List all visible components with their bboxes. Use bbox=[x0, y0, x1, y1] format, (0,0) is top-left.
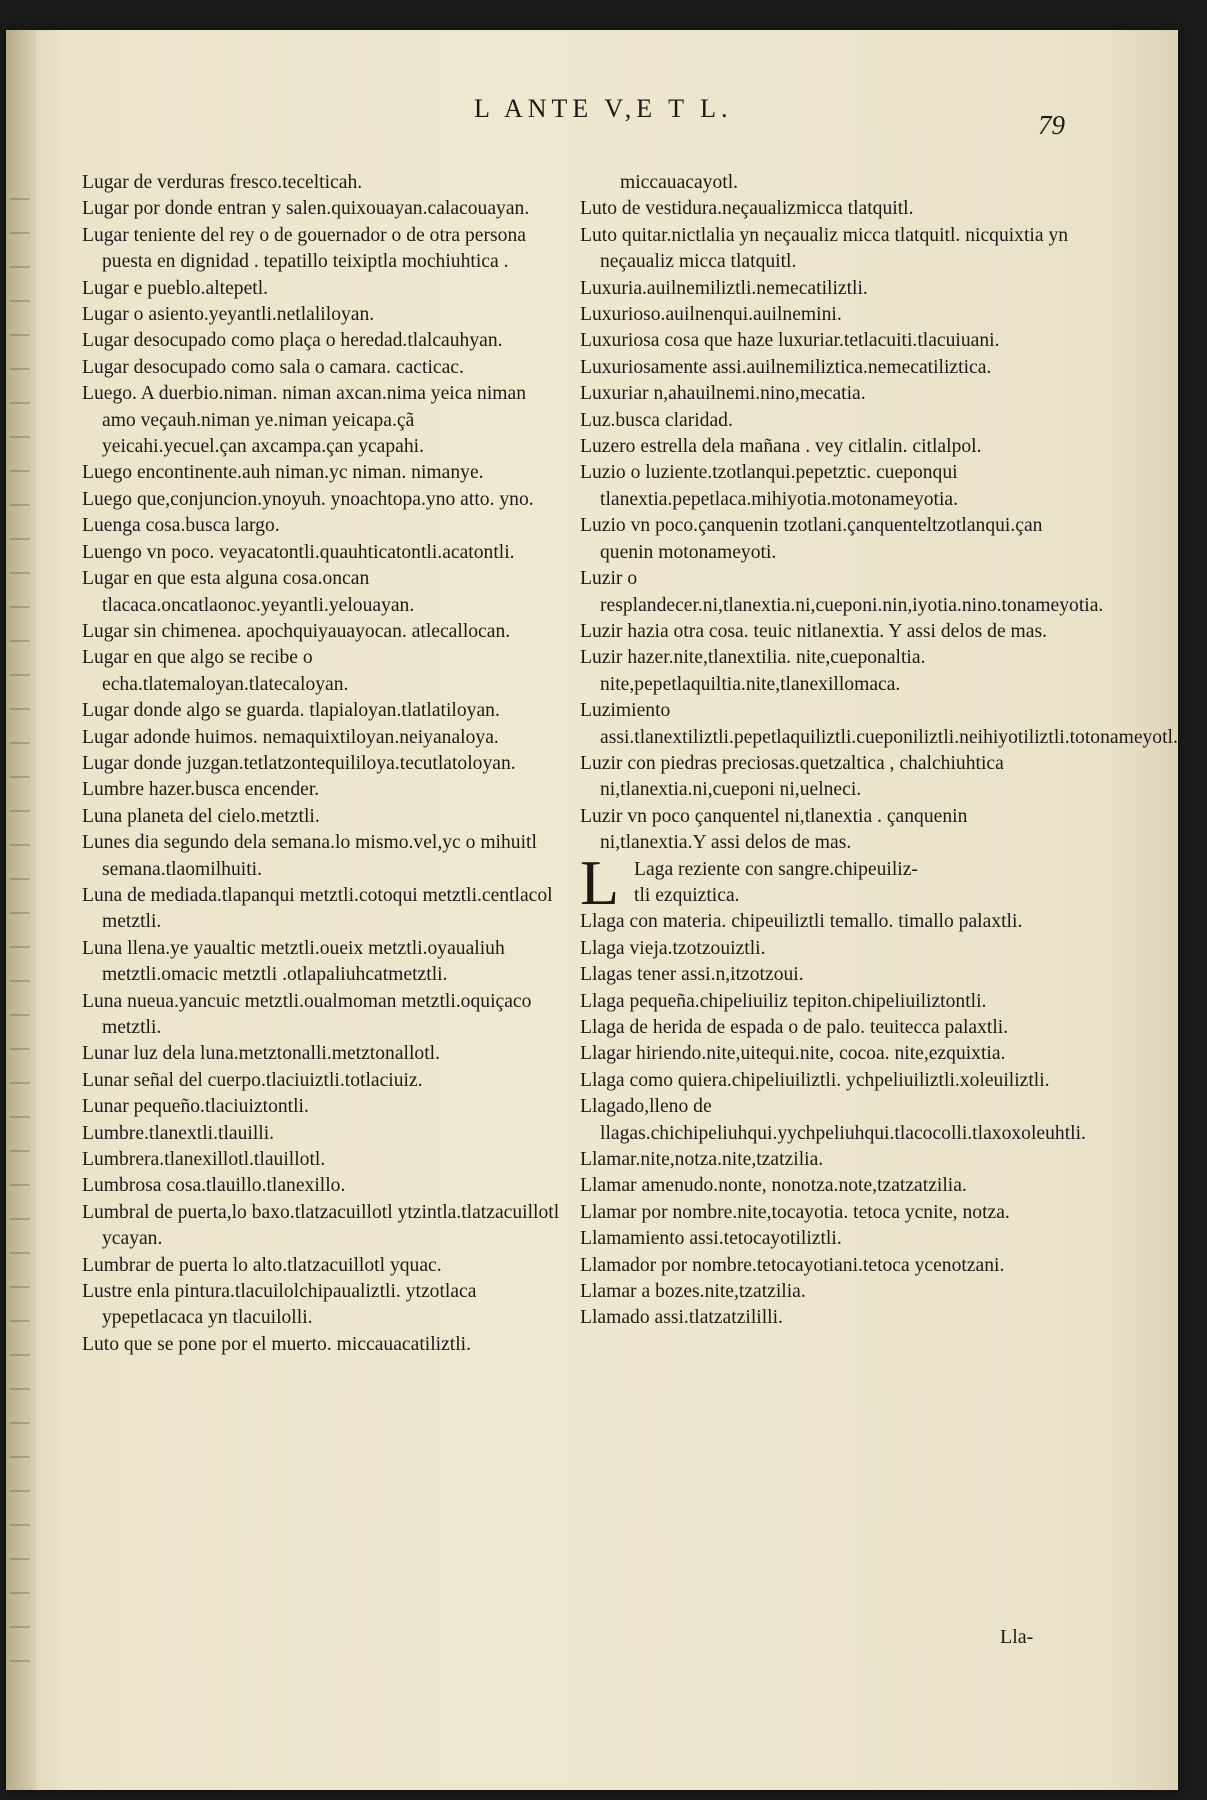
dictionary-entry: Lumbre hazer.busca encender. bbox=[82, 779, 320, 801]
dictionary-entry: Luzir hazer.nite,tlanextilia. nite,cueponaltia. nite,pepetlaquiltia.nite,tlanexillomaca. bbox=[580, 647, 926, 695]
folio-number: 79 bbox=[1038, 110, 1065, 140]
dictionary-entry: Llaga vieja.tzotzouiztli. bbox=[580, 937, 766, 959]
dictionary-entry: Llamar amenudo.nonte, nonotza.note,tzatzatzilia. bbox=[580, 1175, 967, 1197]
dictionary-entry: Llamar a bozes.nite,tzatzilia. bbox=[580, 1281, 806, 1303]
dictionary-entry: Llamador por nombre.tetocayotiani.tetoca ycenotzani. bbox=[580, 1254, 1005, 1276]
dictionary-entry: Lumbrar de puerta lo alto.tlatzacuillotl yquac. bbox=[82, 1254, 442, 1276]
dictionary-entry: Lugar de verduras fresco.tecelticah. bbox=[82, 172, 363, 193]
dictionary-entry: Lunes dia segundo dela semana.lo mismo.vel,yc o mihuitl semana.tlaomilhuiti. bbox=[82, 832, 537, 880]
dictionary-entry: Luzir con piedras preciosas.quetzaltica , chalchiuhtica ni,tlanextia.ni,cueponi ni,uelneci. bbox=[580, 752, 1004, 801]
dictionary-entry: Luzir vn poco çanquentel ni,tlanextia . çanquenin ni,tlanextia.Y assi delos de mas. bbox=[580, 805, 968, 854]
dictionary-entry: Luxuriosamente assi.auilnemiliztica.nemecatiliztica. bbox=[580, 356, 992, 378]
dictionary-entry: Llamar por nombre.nite,tocayotia. tetoca ycnite, notza. bbox=[580, 1201, 1010, 1223]
dictionary-entry: Lunar señal del cuerpo.tlaciuiztli.totlaciuiz. bbox=[82, 1069, 423, 1091]
dictionary-entry: Luz.busca claridad. bbox=[580, 409, 733, 431]
dictionary-entry: Luto que se pone por el muerto. miccauacatiliztli. bbox=[82, 1333, 472, 1355]
dictionary-entry: Luzimiento assi.tlanextiliztli.pepetlaquiliztli.cueponiliztli.neihiyotiliztli.totonameyotl. bbox=[580, 700, 1178, 748]
dictionary-entry: Luzio o luziente.tzotlanqui.pepetztic. cueponqui tlanextia.pepetlaca.mihiyotia.motonameyotia. bbox=[580, 462, 959, 510]
dictionary-entry: Lugar adonde huimos. nemaquixtiloyan.neiyanaloya. bbox=[82, 726, 499, 748]
dictionary-entry: Lugar o asiento.yeyantli.netlaliloyan. bbox=[82, 304, 375, 326]
dictionary-entry: Luto quitar.nictlalia yn neçaualiz micca tlatquitl. nicquixtia yn neçaualiz micca tlatquitl. bbox=[580, 224, 1069, 273]
dictionary-entry: Lugar en que esta alguna cosa.oncan tlacaca.oncatlaonoc.yeyantli.yelouayan. bbox=[82, 568, 415, 616]
drop-entry-line-1: Laga reziente con sangre.chipeuiliz- bbox=[634, 858, 918, 880]
dictionary-entry: Lugar por donde entran y salen.quixouayan.calacouayan. bbox=[82, 198, 530, 220]
dictionary-entry: Luxuria.auilnemiliztli.nemecatiliztli. bbox=[580, 277, 868, 299]
drop-entry-line-2: tli ezquiztica. bbox=[634, 884, 740, 906]
dictionary-entry: Llamar.nite,notza.nite,tzatzilia. bbox=[580, 1149, 824, 1171]
dictionary-entry: Luna nueua.yancuic metztli.oualmoman metztli.oquiçaco metztli. bbox=[82, 990, 532, 1038]
dictionary-entry: Lugar sin chimenea. apochquiyauayocan. atlecallocan. bbox=[82, 620, 511, 642]
dictionary-entry: Llagado,lleno de llagas.chichipeliuhqui.yychpeliuhqui.tlacocolli.tlaxoxoleuhtli. bbox=[580, 1096, 1086, 1144]
dictionary-entry: Luxuriosa cosa que haze luxuriar.tetlacuiti.tlacuiuani. bbox=[580, 330, 1000, 352]
dictionary-entry: Lugar e pueblo.altepetl. bbox=[82, 277, 269, 299]
section-start-ll bbox=[580, 846, 1070, 918]
left-column bbox=[82, 170, 562, 1358]
dictionary-entry: Luna de mediada.tlapanqui metztli.cotoqui metztli.centlacol metztli. bbox=[82, 884, 553, 933]
running-title: L ANTE V,E T L. bbox=[474, 94, 733, 123]
dictionary-entry: Luenga cosa.busca largo. bbox=[82, 515, 280, 537]
dictionary-entry: Luto de vestidura.neçaualizmicca tlatquitl. bbox=[580, 198, 914, 220]
dictionary-entry: Luzero estrella dela mañana . vey citlalin. citlalpol. bbox=[580, 436, 982, 458]
dictionary-entry: Luna llena.ye yaualtic metztli.oueix metztli.oyaualiuh metztli.omacic metztli .otlapaliuhcatmetztli. bbox=[82, 937, 505, 986]
bleed-through-marks bbox=[10, 180, 30, 1680]
dictionary-entry: Luna planeta del cielo.metztli. bbox=[82, 805, 320, 827]
dictionary-entry: Luxurioso.auilnenqui.auilnemini. bbox=[580, 304, 842, 326]
dictionary-entry: Luzir o resplandecer.ni,tlanextia.ni,cueponi.nin,iyotia.nino.tonameyotia. bbox=[580, 568, 1104, 616]
dictionary-entry: Llamamiento assi.tetocayotiliztli. bbox=[580, 1228, 842, 1250]
right-column bbox=[580, 170, 1178, 1332]
dictionary-entry: Luengo vn poco. veyacatontli.quauhticatontli.acatontli. bbox=[82, 541, 515, 563]
dictionary-entry: Luego encontinente.auh niman.yc niman. nimanye. bbox=[82, 462, 484, 484]
dictionary-entry: Llagas tener assi.n,itzotzoui. bbox=[580, 964, 804, 986]
dictionary-entry: Luego. A duerbio.niman. niman axcan.nima yeica niman amo veçauh.niman ye.niman yeicapa.çã yeicahi.yecuel.çan axcampa.çan ycapahi. bbox=[82, 383, 526, 458]
dictionary-entry: Luzio vn poco.çanquenin tzotlani.çanquenteltzotlanqui.çan quenin motonameyoti. bbox=[580, 515, 1043, 563]
drop-cap-initial: L bbox=[580, 846, 620, 918]
dictionary-entry: Lumbrosa cosa.tlauillo.tlanexillo. bbox=[82, 1175, 346, 1197]
dictionary-entry: Lumbre.tlanextli.tlauilli. bbox=[82, 1122, 275, 1144]
catchword: Lla- bbox=[1000, 1626, 1034, 1648]
dictionary-entry: Llaga pequeña.chipeliuiliz tepiton.chipeliuiliztontli. bbox=[580, 990, 987, 1012]
dictionary-entry: Lugar desocupado como plaça o heredad.tlalcauhyan. bbox=[82, 330, 503, 352]
dictionary-entry: Lugar desocupado como sala o camara. cacticac. bbox=[82, 356, 464, 378]
dictionary-entry: Llaga con materia. chipeuiliztli temallo. timallo palaxtli. bbox=[580, 911, 1023, 933]
dictionary-entry: Luego que,conjuncion.ynoyuh. ynoachtopa.yno atto. yno. bbox=[82, 488, 534, 510]
dictionary-entry: Llamado assi.tlatzatzililli. bbox=[580, 1307, 783, 1329]
dictionary-entry: Lumbrera.tlanexillotl.tlauillotl. bbox=[82, 1149, 326, 1171]
dictionary-entry: Lustre enla pintura.tlacuilolchipaualiztli. ytzotlaca ypepetlacaca yn tlacuilolli. bbox=[82, 1281, 477, 1329]
dictionary-entry: Luzir hazia otra cosa. teuic nitlanextia. Y assi delos de mas. bbox=[580, 620, 1047, 642]
dictionary-entry: Llagar hiriendo.nite,uitequi.nite, cocoa. nite,ezquixtia. bbox=[580, 1043, 1006, 1065]
dictionary-entry: Lumbral de puerta,lo baxo.tlatzacuillotl ytzintla.tlatzacuillotl ycayan. bbox=[82, 1201, 560, 1250]
dictionary-entry: Llaga de herida de espada o de palo. teuitecca palaxtli. bbox=[580, 1017, 1009, 1038]
dictionary-entry: Luxuriar n,ahauilnemi.nino,mecatia. bbox=[580, 383, 866, 405]
dictionary-entry-continuation: miccauacayotl. bbox=[620, 172, 739, 193]
dictionary-entry: Lugar en que algo se recibe o echa.tlatemaloyan.tlatecaloyan. bbox=[82, 647, 349, 695]
dictionary-entry: Lugar donde algo se guarda. tlapialoyan.tlatlatiloyan. bbox=[82, 700, 500, 722]
dictionary-entry: Lunar luz dela luna.metztonalli.metztonallotl. bbox=[82, 1043, 441, 1065]
dictionary-entry: Llaga como quiera.chipeliuiliztli. ychpeliuiliztli.xoleuiliztli. bbox=[580, 1069, 1050, 1091]
dictionary-entry: Lugar donde juzgan.tetlatzontequililoya.tecutlatoloyan. bbox=[82, 752, 516, 774]
book-page bbox=[6, 30, 1178, 1790]
dictionary-entry: Lugar teniente del rey o de gouernador o de otra persona puesta en dignidad . tepatillo teixiptla mochiuhtica . bbox=[82, 224, 526, 273]
dictionary-entry: Lunar pequeño.tlaciuiztontli. bbox=[82, 1096, 309, 1118]
